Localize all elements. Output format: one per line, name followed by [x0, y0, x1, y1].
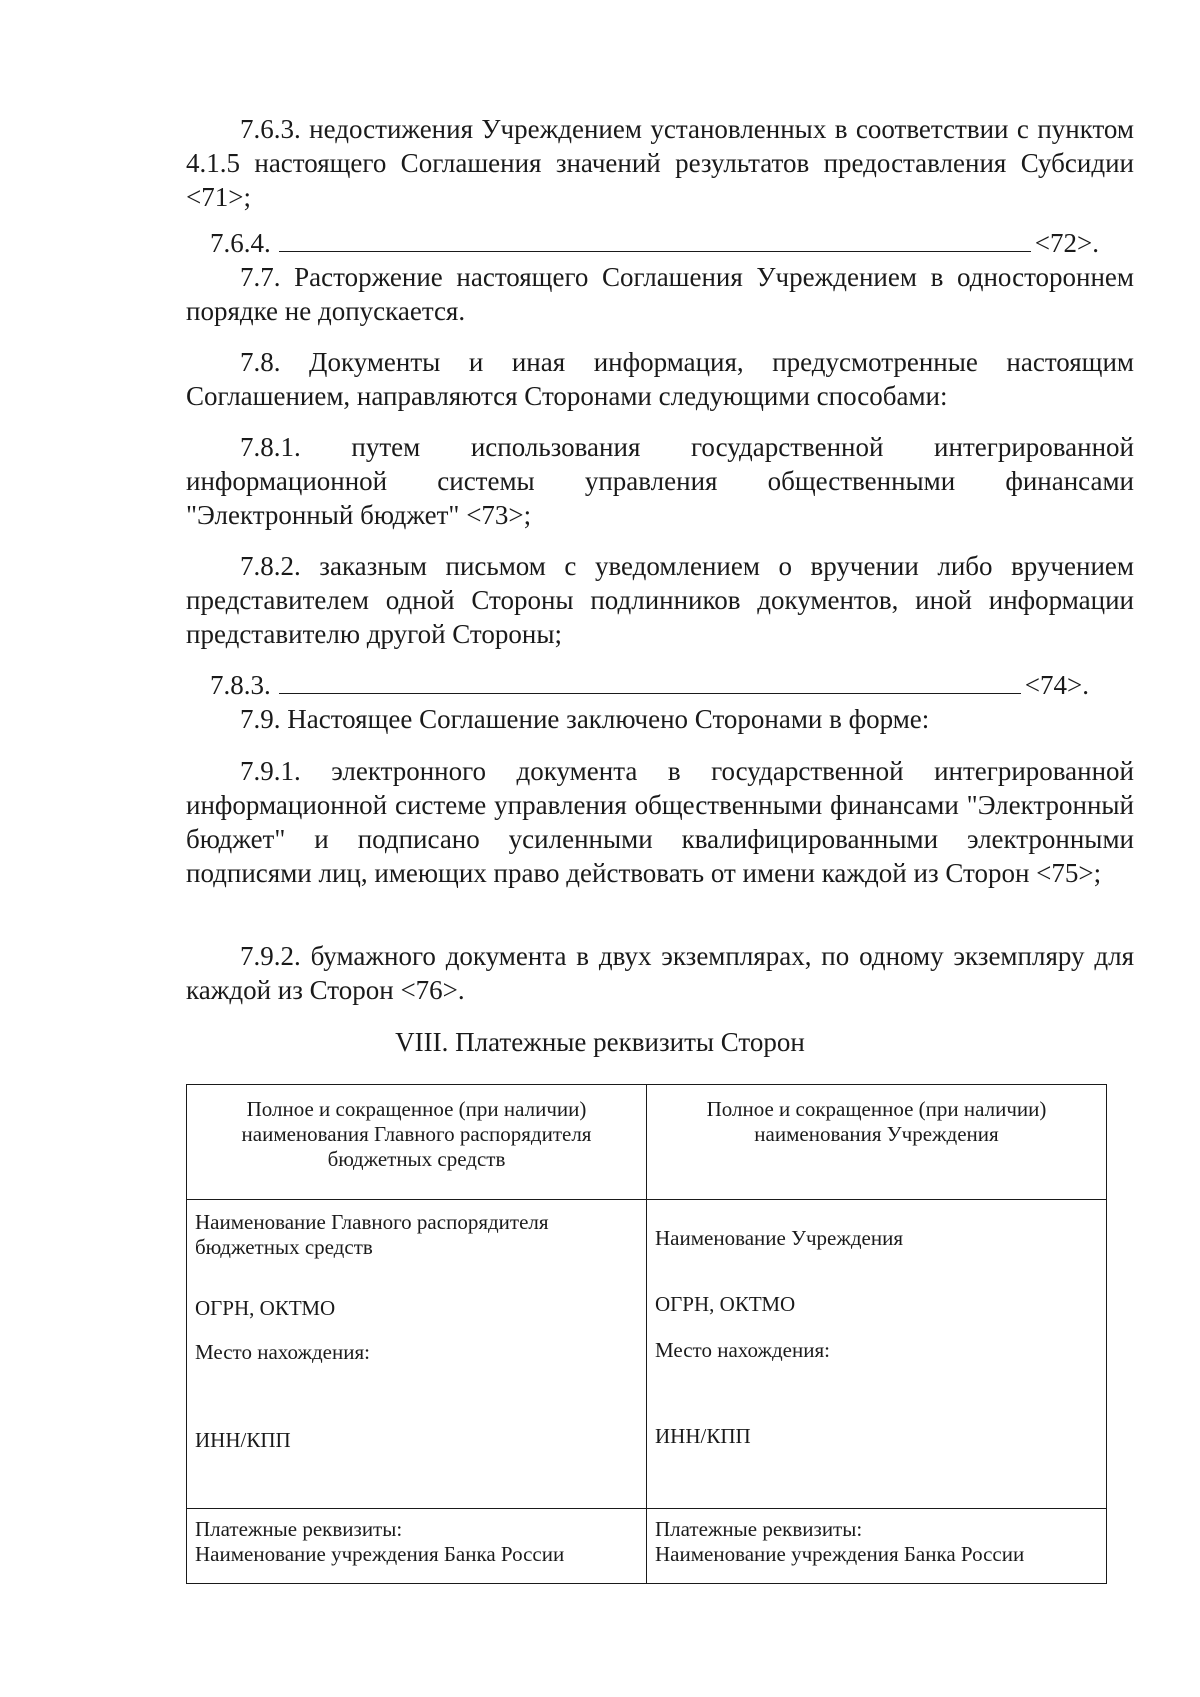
header-cell-right: Полное и сокращенное (при наличии) наименования Учреждения	[647, 1085, 1107, 1200]
clause-7-6-4-note: <72>.	[1034, 228, 1099, 258]
left-name-label: Наименование Главного распорядителя бюджетных средств	[195, 1210, 549, 1259]
payment-cell-right	[647, 1509, 1107, 1584]
payment-details-table	[186, 1084, 1107, 1584]
clause-7-9-2: 7.9.2. бумажного документа в двух экземплярах, по одному экземпляру для каждой из Сторон <76>.	[186, 941, 1134, 1005]
header-cell-left: Полное и сокращенное (при наличии) наименования Главного распорядителя бюджетных средств	[187, 1085, 647, 1200]
left-ogrn-label: ОГРН, ОКТМО	[195, 1296, 336, 1320]
section-heading: VIII. Платежные реквизиты Сторон	[395, 1027, 805, 1057]
clause-7-8-2: 7.8.2. заказным письмом с уведомлением о вручении либо вручением представителем одной Стороны подлинников документов, иной информации представителю другой Стороны;	[186, 551, 1134, 649]
clause-7-9: 7.9. Настоящее Соглашение заключено Сторонами в форме:	[240, 704, 930, 734]
details-cell-right	[647, 1200, 1107, 1509]
clause-7-8-1: 7.8.1. путем использования государственной интегрированной информационной системы управления общественными финансами "Электронный бюджет" <73>;	[186, 432, 1134, 530]
clause-7-6-3: 7.6.3. недостижения Учреждением установленных в соответствии с пунктом 4.1.5 настоящего Соглашения значений результатов предоставления Субсидии <71>;	[186, 114, 1134, 212]
clause-7-7: 7.7. Расторжение настоящего Соглашения Учреждением в одностороннем порядке не допускается.	[186, 262, 1134, 326]
clause-7-8: 7.8. Документы и иная информация, предусмотренные настоящим Соглашением, направляются Сторонами следующими способами:	[186, 347, 1134, 411]
clause-7-8-3-blank	[279, 671, 1021, 694]
table-payment-row	[187, 1509, 1107, 1584]
clause-7-6-4	[210, 226, 1099, 260]
left-location-label: Место нахождения:	[195, 1340, 370, 1364]
left-bank-name: Наименование учреждения Банка России	[195, 1542, 565, 1566]
clause-7-9-1: 7.9.1. электронного документа в государственной интегрированной информационной системе управления общественными финансами "Электронный бюджет" и подписано усиленными квалифицированными электронными подписями лиц, имеющих право действовать от имени каждой из Сторон <75>;	[186, 756, 1134, 888]
clause-7-6-4-blank	[279, 229, 1031, 252]
right-payment-title: Платежные реквизиты:	[655, 1517, 863, 1541]
table-details-row	[187, 1200, 1107, 1509]
clause-7-8-3-note: <74>.	[1024, 670, 1089, 700]
table-header-row	[187, 1085, 1107, 1200]
right-name-label: Наименование Учреждения	[655, 1226, 903, 1250]
clause-7-6-4-label: 7.6.4.	[210, 228, 271, 258]
right-inn-label: ИНН/КПП	[655, 1424, 751, 1448]
right-ogrn-label: ОГРН, ОКТМО	[655, 1292, 796, 1316]
left-inn-label: ИНН/КПП	[195, 1428, 291, 1452]
clause-7-8-3-label: 7.8.3.	[210, 670, 271, 700]
payment-cell-left	[187, 1509, 647, 1584]
right-location-label: Место нахождения:	[655, 1338, 830, 1362]
clause-7-8-3	[210, 668, 1089, 702]
left-payment-title: Платежные реквизиты:	[195, 1517, 403, 1541]
right-bank-name: Наименование учреждения Банка России	[655, 1542, 1025, 1566]
details-cell-left	[187, 1200, 647, 1509]
